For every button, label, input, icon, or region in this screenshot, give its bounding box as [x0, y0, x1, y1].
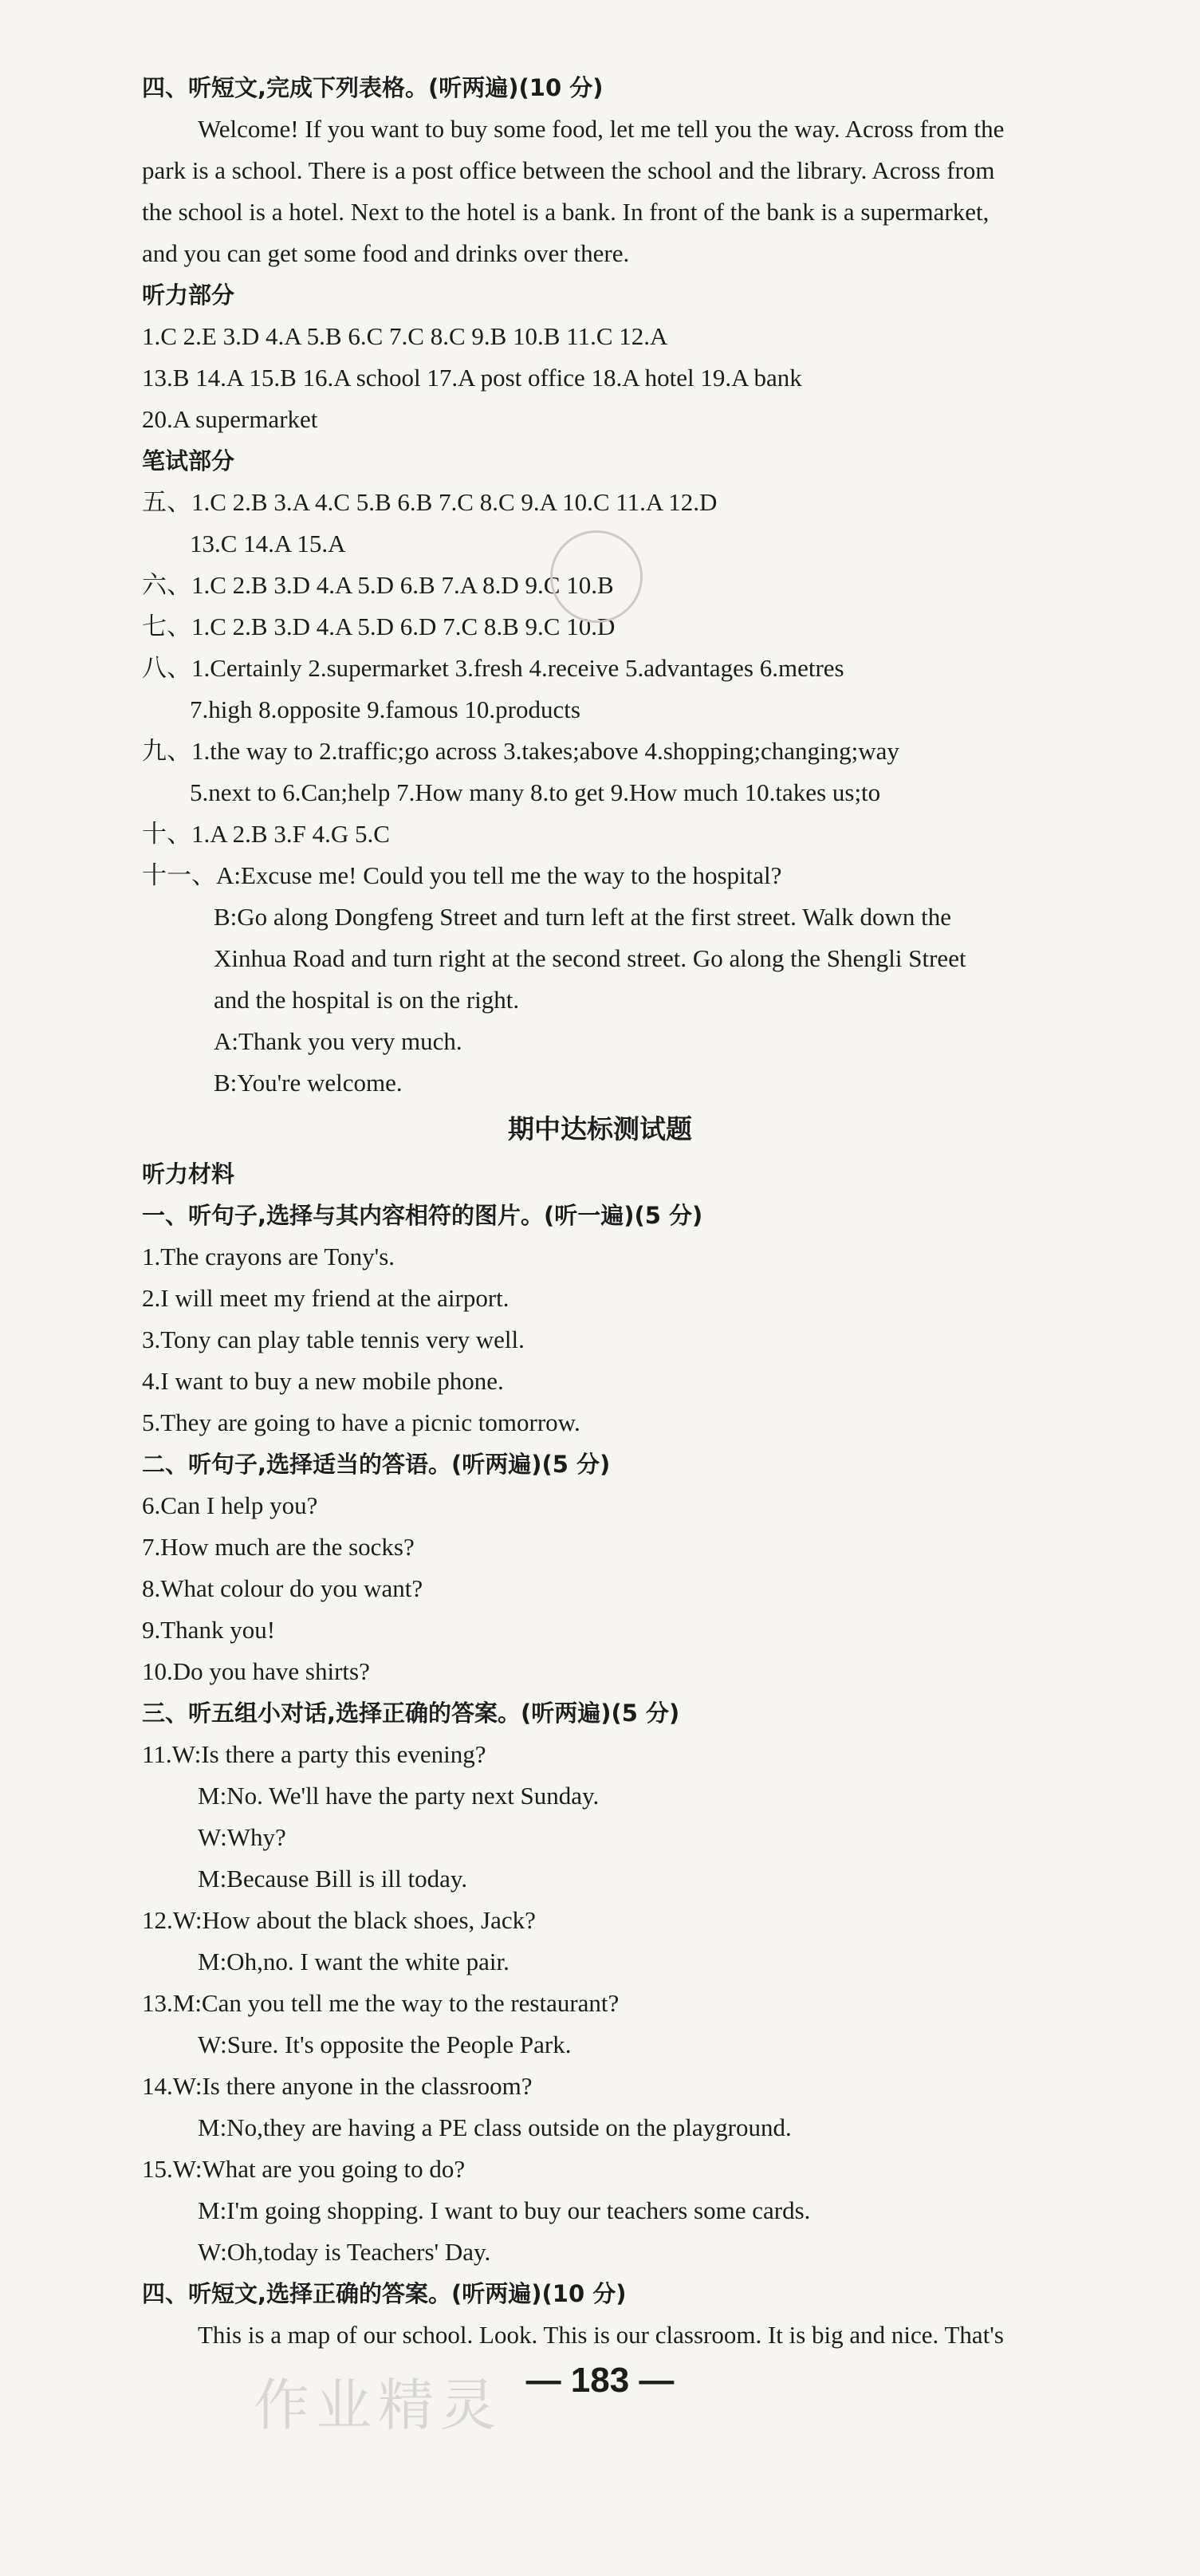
text-line: A:Thank you very much.: [214, 1027, 462, 1055]
text-line: Welcome! If you want to buy some food, let me tell you the way. Across from the: [198, 115, 1005, 143]
text-line: 九、1.the way to 2.traffic;go across 3.takes;above 4.shopping;changing;way: [142, 737, 899, 765]
section-title: 期中达标测试题: [508, 1113, 692, 1144]
text-line: B:You're welcome.: [214, 1069, 403, 1097]
section-heading: 一、听句子,选择与其内容相符的图片。(听一遍)(5 分): [142, 1202, 703, 1229]
text-line: the school is a hotel. Next to the hotel is a bank. In front of the bank is a supermarket,: [142, 198, 990, 226]
text-line: 7.How much are the socks?: [142, 1533, 415, 1561]
text-line: W:Why?: [198, 1823, 286, 1851]
section-heading: 三、听五组小对话,选择正确的答案。(听两遍)(5 分): [142, 1700, 680, 1727]
section-heading: 听力材料: [142, 1160, 235, 1188]
text-line: and the hospital is on the right.: [214, 986, 520, 1014]
section-heading: 听力部分: [142, 282, 235, 309]
text-line: 十一、A:Excuse me! Could you tell me the way to the hospital?: [142, 861, 782, 889]
text-line: 1.C 2.E 3.D 4.A 5.B 6.C 7.C 8.C 9.B 10.B 11.C 12.A: [142, 322, 668, 350]
text-line: 12.W:How about the black shoes, Jack?: [142, 1906, 536, 1934]
section-heading: 四、听短文,完成下列表格。(听两遍)(10 分): [142, 74, 604, 101]
text-line: 2.I will meet my friend at the airport.: [142, 1284, 510, 1312]
text-line: 五、1.C 2.B 3.A 4.C 5.B 6.B 7.C 8.C 9.A 10.C 11.A 12.D: [142, 488, 718, 516]
text-line: park is a school. There is a post office between the school and the library. Across from: [142, 156, 995, 184]
text-line: W:Sure. It's opposite the People Park.: [198, 2030, 572, 2058]
text-line: 1.The crayons are Tony's.: [142, 1243, 395, 1270]
text-line: 3.Tony can play table tennis very well.: [142, 1325, 525, 1353]
text-line: 11.W:Is there a party this evening?: [142, 1740, 486, 1768]
text-line: M:I'm going shopping. I want to buy our teachers some cards.: [198, 2196, 811, 2224]
text-line: W:Oh,today is Teachers' Day.: [198, 2238, 491, 2266]
text-line: 15.W:What are you going to do?: [142, 2155, 466, 2183]
text-line: 20.A supermarket: [142, 405, 318, 433]
text-line: 5.next to 6.Can;help 7.How many 8.to get 9.How much 10.takes us;to: [190, 778, 881, 806]
section-heading: 四、听短文,选择正确的答案。(听两遍)(10 分): [142, 2280, 627, 2307]
text-line: 六、1.C 2.B 3.D 4.A 5.D 6.B 7.A 8.D 9.C 10.B: [142, 571, 614, 599]
text-line: 七、1.C 2.B 3.D 4.A 5.D 6.D 7.C 8.B 9.C 10.D: [142, 612, 616, 640]
section-heading: 二、听句子,选择适当的答语。(听两遍)(5 分): [142, 1451, 611, 1478]
text-line: 7.high 8.opposite 9.famous 10.products: [190, 695, 580, 723]
text-line: 八、1.Certainly 2.supermarket 3.fresh 4.receive 5.advantages 6.metres: [142, 654, 844, 682]
text-line: 14.W:Is there anyone in the classroom?: [142, 2072, 533, 2100]
text-line: B:Go along Dongfeng Street and turn left at the first street. Walk down the: [214, 903, 951, 931]
text-line: 10.Do you have shirts?: [142, 1657, 370, 1685]
section-heading: 笔试部分: [142, 447, 235, 475]
watermark-stamp: [550, 530, 643, 623]
text-line: M:Oh,no. I want the white pair.: [198, 1948, 510, 1975]
text-line: 6.Can I help you?: [142, 1491, 318, 1519]
text-line: 9.Thank you!: [142, 1616, 276, 1644]
text-line: M:Because Bill is ill today.: [198, 1865, 468, 1893]
watermark-text: 作业精灵: [254, 2373, 502, 2438]
text-line: 13.C 14.A 15.A: [190, 530, 346, 557]
text-line: 13.M:Can you tell me the way to the restaurant?: [142, 1989, 620, 2017]
text-line: M:No. We'll have the party next Sunday.: [198, 1782, 600, 1810]
text-line: This is a map of our school. Look. This is our classroom. It is big and nice. That's: [198, 2321, 1004, 2349]
page-number: — 183 —: [525, 2361, 675, 2400]
text-line: Xinhua Road and turn right at the second street. Go along the Shengli Street: [214, 944, 966, 972]
text-line: 十、1.A 2.B 3.F 4.G 5.C: [142, 820, 390, 848]
text-line: 4.I want to buy a new mobile phone.: [142, 1367, 504, 1395]
text-line: and you can get some food and drinks over there.: [142, 239, 630, 267]
text-line: 13.B 14.A 15.B 16.A school 17.A post office 18.A hotel 19.A bank: [142, 364, 802, 392]
text-line: 8.What colour do you want?: [142, 1574, 423, 1602]
text-line: 5.They are going to have a picnic tomorrow.: [142, 1408, 580, 1436]
text-line: M:No,they are having a PE class outside on the playground.: [198, 2113, 792, 2141]
